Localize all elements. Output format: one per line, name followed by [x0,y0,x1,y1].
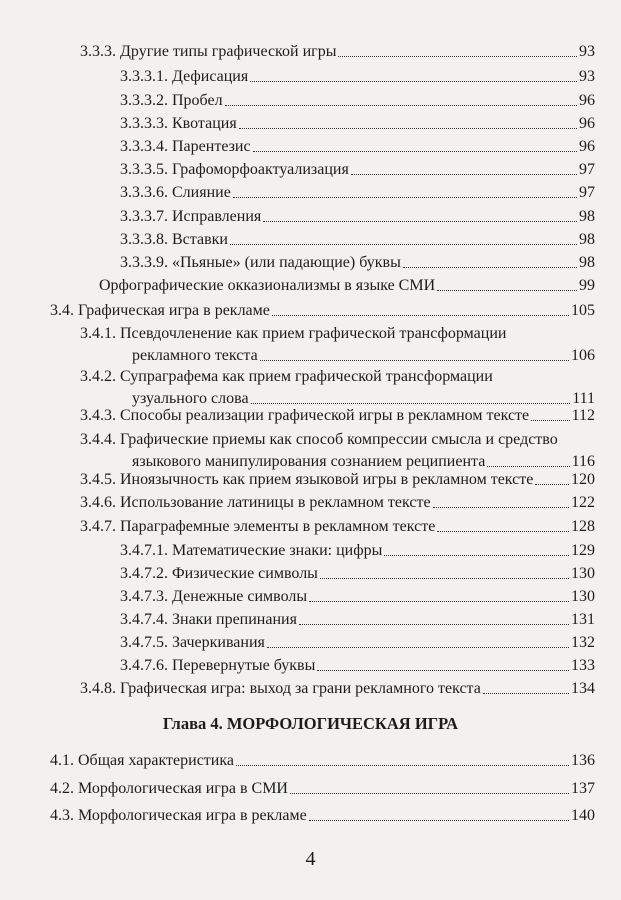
toc-entry[interactable] [120,90,595,112]
toc-title: Использование латиницы в рекламном тексте [120,494,431,511]
toc-page: 96 [579,92,595,109]
toc-entry[interactable] [99,275,595,297]
toc-page: 93 [579,43,595,60]
toc-entry[interactable] [80,492,595,514]
leader-dots [351,174,577,175]
toc-entry[interactable] [120,609,595,631]
toc-num: 3.4.3. [80,407,116,424]
toc-num: 4.3. [50,807,74,824]
toc-num: 3.3.3.1. [120,68,168,85]
toc-entry[interactable] [120,113,595,135]
toc-num: 3.3.3.6. [120,184,168,201]
toc-entry[interactable] [80,469,595,491]
toc-num: 3.4.7.2. [120,565,168,582]
toc-entry[interactable] [50,750,595,772]
toc-entry[interactable] [50,778,595,800]
toc-entry[interactable] [120,586,595,608]
toc-num: 3.3.3.8. [120,231,168,248]
toc-entry[interactable] [80,405,595,427]
toc-title-cont: узуального слова [132,390,249,407]
toc-entry[interactable] [120,563,595,585]
toc-num: 3.3.3.4. [120,138,168,155]
leader-dots [437,531,569,532]
toc-title: Вставки [172,231,228,248]
toc-title-cont: рекламного текста [132,347,258,364]
toc-page: 131 [571,611,595,628]
toc-title: Морфологическая игра в СМИ [78,780,288,797]
toc-page: 97 [579,184,595,201]
toc-num: 3.4.7.1. [120,542,168,559]
toc-page: 140 [571,807,595,824]
toc-entry[interactable] [120,540,595,562]
leader-dots [250,81,577,82]
toc-entry[interactable] [120,252,595,274]
toc-title: Пробел [172,92,223,109]
toc-entry[interactable] [80,516,595,538]
leader-dots [290,793,569,794]
toc-entry[interactable] [80,41,595,63]
toc-num: 3.3.3. [80,43,116,60]
toc-page: 96 [579,138,595,155]
toc-page: 129 [571,542,595,559]
toc-title: Графоморфоактуализация [172,161,349,178]
toc-title: Другие типы графической игры [120,43,337,60]
leader-dots [260,360,569,361]
toc-num: 3.4.1. [80,325,116,342]
toc-title: Дефисация [172,68,249,85]
leader-dots [338,56,577,57]
toc-title: Парентезис [172,138,251,155]
toc-page: 97 [579,161,595,178]
leader-dots [403,267,577,268]
toc-title: Иноязычность как прием языковой игры в рекламном тексте [120,471,534,488]
toc-page: 122 [571,494,595,511]
toc-title: Орфографические окказионализмы в языке СМИ [99,277,436,294]
toc-page: 134 [571,680,595,697]
toc-page: 128 [571,518,595,535]
chapter-heading: Глава 4. МОРФОЛОГИЧЕСКАЯ ИГРА [162,714,459,733]
leader-dots [253,151,577,152]
toc-title: Физические символы [172,565,318,582]
toc-num: 3.4.7.5. [120,634,168,651]
leader-dots [317,670,569,671]
toc-title-cont: языкового манипулирования сознанием реципиента [132,453,486,470]
leader-dots [267,647,569,648]
leader-dots [299,624,569,625]
toc-num: 3.4.7.6. [120,657,168,674]
toc-entry[interactable] [50,300,595,322]
leader-dots [483,693,569,694]
leader-dots [487,466,569,467]
leader-dots [535,484,569,485]
toc-title: Денежные символы [172,588,308,605]
leader-dots [236,765,569,766]
toc-page: 136 [571,752,595,769]
leader-dots [251,403,571,404]
toc-num: 3.4.5. [80,471,116,488]
toc-page: 130 [571,565,595,582]
toc-num: 3.3.3.7. [120,208,168,225]
toc-entry[interactable] [120,182,595,204]
toc-entry[interactable] [80,366,595,410]
toc-page: 99 [579,277,595,294]
toc-title: Способы реализации графической игры в рекламном тексте [120,407,530,424]
page-number: 4 [305,848,316,870]
leader-dots [230,244,577,245]
toc-num: 3.4.6. [80,494,116,511]
toc-title: «Пьяные» (или падающие) буквы [172,254,401,271]
toc-title: Зачеркивания [172,634,265,651]
toc-num: 3.3.3.2. [120,92,168,109]
toc-title: Исправления [172,208,262,225]
toc-page: 132 [571,634,595,651]
toc-num: 4.2. [50,780,74,797]
toc-title: Общая характеристика [78,752,234,769]
toc-title: Супраграфема как прием графической трансформации [120,368,493,385]
toc-num: 3.4.7.4. [120,611,168,628]
toc-num: 3.4.2. [80,368,116,385]
toc-num: 3.3.3.5. [120,161,168,178]
toc-page: 137 [571,780,595,797]
leader-dots [263,221,577,222]
toc-num: 3.4.7. [80,518,116,535]
toc-entry[interactable] [120,655,595,677]
toc-page: 93 [579,68,595,85]
toc-title: Графические приемы как способ компрессии смысла и средство [120,431,558,448]
toc-entry[interactable] [80,429,595,473]
toc-num: 3.4.7.3. [120,588,168,605]
toc-page: 98 [579,254,595,271]
toc-title: Псевдочленение как прием графической трансформации [120,325,507,342]
toc-title: Перевернутые буквы [172,657,316,674]
toc-num: 3.4.4. [80,431,116,448]
toc-page: 111 [572,390,595,407]
toc-entry[interactable] [120,136,595,158]
leader-dots [433,507,569,508]
toc-title: Слияние [172,184,231,201]
leader-dots [309,601,569,602]
toc-num: 3.3.3.3. [120,115,168,132]
leader-dots [437,290,577,291]
toc-title: Графическая игра в рекламе [78,302,270,319]
toc-entry[interactable] [80,678,595,700]
toc-page: 98 [579,208,595,225]
toc-title: Квотация [172,115,237,132]
toc-page: 105 [571,302,595,319]
toc-num: 4.1. [50,752,74,769]
leader-dots [309,820,569,821]
toc-entry[interactable] [120,206,595,228]
toc-title: Графическая игра: выход за грани рекламного текста [120,680,481,697]
toc-page: 98 [579,231,595,248]
toc-title: Знаки препинания [172,611,297,628]
toc-num: 3.4. [50,302,74,319]
leader-dots [225,105,577,106]
leader-dots [272,315,569,316]
leader-dots [384,555,569,556]
leader-dots [531,420,569,421]
toc-page: 106 [571,347,595,364]
leader-dots [233,197,577,198]
toc-num: 3.4.8. [80,680,116,697]
leader-dots [320,578,569,579]
toc-page: 112 [571,407,595,424]
toc-entry[interactable] [120,229,595,251]
toc-title: Морфологическая игра в рекламе [78,807,307,824]
toc-num: 3.3.3.9. [120,254,168,271]
toc-entry[interactable] [80,323,595,367]
toc-page: 116 [571,453,595,470]
toc-page: 120 [571,471,595,488]
toc-title: Параграфемные элементы в рекламном тексте [120,518,436,535]
toc-entry[interactable] [120,632,595,654]
toc-page: 133 [571,657,595,674]
toc-entry[interactable] [120,159,595,181]
toc-title: Математические знаки: цифры [172,542,383,559]
toc-entry[interactable] [50,805,595,827]
toc-page: 96 [579,115,595,132]
toc-entry[interactable] [120,66,595,88]
toc-page: 130 [571,588,595,605]
leader-dots [239,128,577,129]
